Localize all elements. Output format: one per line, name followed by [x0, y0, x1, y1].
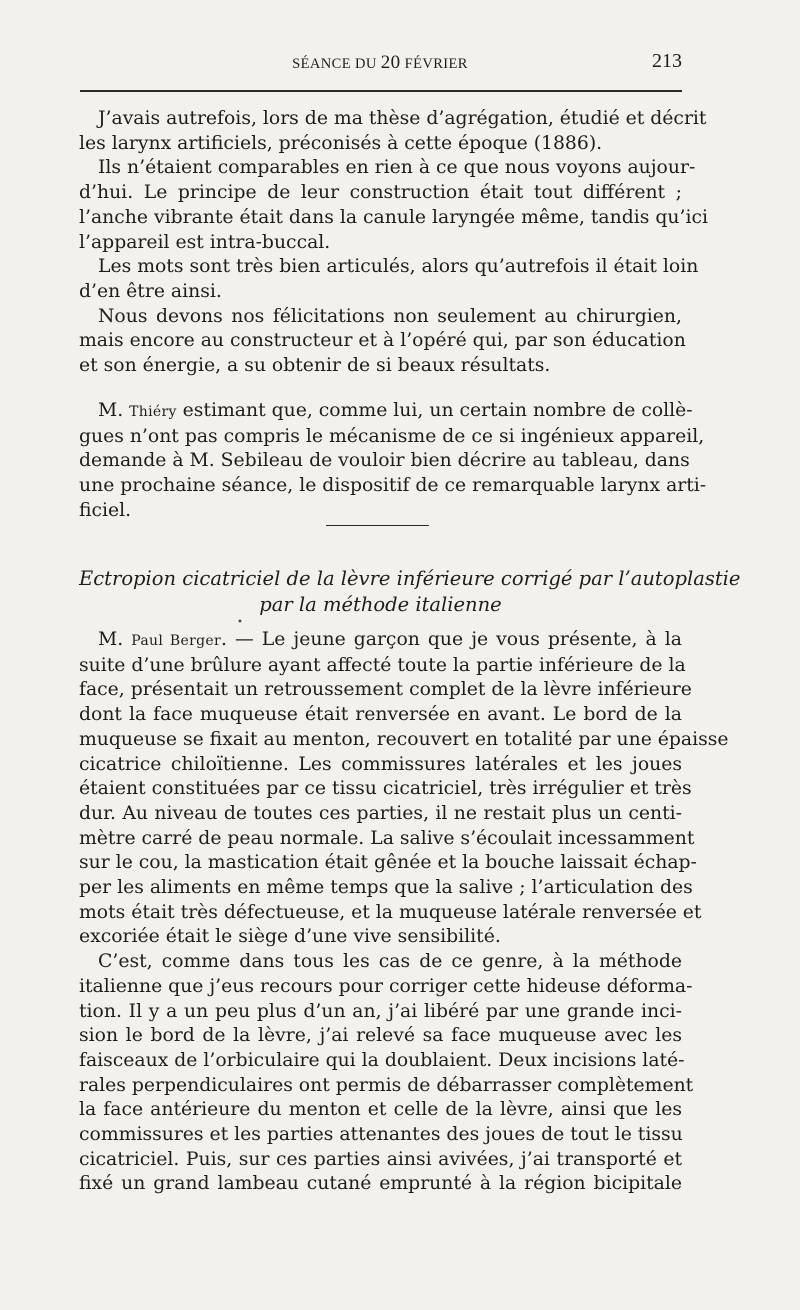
- text-line: faisceaux de l’orbiculaire qui la doublaient. Deux incisions laté-: [79, 1049, 685, 1071]
- text-line: dur. Au niveau de toutes ces parties, il ne restait plus un centi-: [79, 802, 682, 824]
- text-line: face, présentait un retroussement complet de la lèvre inférieure: [79, 679, 692, 701]
- section-separator: [326, 525, 429, 526]
- text-line: l’anche vibrante était dans la canule laryngée même, tandis qu’ici: [79, 206, 708, 228]
- text-line: mais encore au constructeur et à l’opéré qui, par son éducation: [79, 330, 686, 352]
- text-line: muqueuse se fixait au menton, recouvert en totalité par une épaisse: [79, 728, 729, 750]
- text-line: italienne que j’eus recours pour corriger cette hideuse déforma-: [79, 975, 693, 997]
- print-speck: •: [237, 617, 243, 628]
- text-line: cicatriciel. Puis, sur ces parties ainsi avivées, j’ai transporté et: [79, 1148, 682, 1170]
- speaker-prefix: M.: [98, 629, 132, 650]
- text-line: commissures et les parties attenantes des joues de tout le tissu: [79, 1124, 683, 1146]
- text-line: suite d’une brûlure ayant affecté toute la partie inférieure de la: [79, 654, 686, 676]
- text-line: per les aliments en même temps que la salive ; l’articulation des: [79, 877, 693, 899]
- header-rule: [80, 90, 682, 92]
- running-head-month: FÉVRIER: [400, 56, 468, 72]
- speaker-name: Paul Berger: [131, 633, 221, 649]
- speaker-prefix: M.: [98, 400, 130, 421]
- text-line: la face antérieure du menton et celle de la lèvre, ainsi que les: [79, 1099, 682, 1121]
- text-line: Les mots sont très bien articulés, alors qu’autrefois il était loin: [98, 256, 699, 278]
- running-head-day: 20: [380, 52, 401, 73]
- title-line: Ectropion cicatriciel de la lèvre inférieure corrigé par l’autoplastie: [79, 567, 741, 590]
- text-line: Ils n’étaient comparables en rien à ce que nous voyons aujour-: [98, 157, 696, 179]
- text-line: sur le cou, la mastication était gênée et la bouche laissait échap-: [79, 852, 697, 874]
- paragraph-previous-discussion: [79, 107, 708, 379]
- running-head-prefix: SÉANCE DU: [292, 56, 381, 72]
- text-line: [79, 399, 693, 425]
- title-line: par la méthode italienne: [259, 593, 502, 616]
- text-line: rales perpendiculaires ont permis de débarrasser complètement: [79, 1074, 694, 1096]
- text-line: mètre carré de peau normale. La salive s’écoulait incessamment: [79, 827, 695, 849]
- paragraph-thiery: [79, 399, 707, 524]
- text-line: étaient constituées par ce tissu cicatriciel, très irrégulier et très: [79, 778, 692, 800]
- text-line: tion. Il y a un peu plus d’un an, j’ai libéré par une grande inci-: [79, 1000, 682, 1022]
- text-line: C’est, comme dans tous les cas de ce genre, à la méthode: [98, 951, 682, 973]
- text-line: fixé un grand lambeau cutané emprunté à la région bicipitale: [79, 1173, 682, 1195]
- running-head: [80, 52, 680, 74]
- paragraph-berger: [79, 628, 729, 1197]
- text-line: J’avais autrefois, lors de ma thèse d’agrégation, étudié et décrit: [98, 108, 707, 129]
- text-line: d’hui. Le principe de leur construction était tout différent ;: [79, 182, 682, 204]
- page-header: [80, 52, 680, 76]
- text-line: les larynx artificiels, préconisés à cette époque (1886).: [79, 132, 603, 154]
- text-line: une prochaine séance, le dispositif de ce remarquable larynx arti-: [79, 475, 707, 497]
- text-line: l’appareil est intra-buccal.: [79, 231, 331, 253]
- text-line: gues n’ont pas compris le mécanisme de ce si ingénieux appareil,: [79, 425, 705, 447]
- text-line: cicatrice chiloïtienne. Les commissures latérales et les joues: [79, 753, 682, 775]
- text-line: demande à M. Sebileau de vouloir bien décrire au tableau, dans: [79, 450, 690, 472]
- text-line: et son énergie, a su obtenir de si beaux résultats.: [79, 355, 551, 377]
- text-line: dont la face muqueuse était renversée en avant. Le bord de la: [79, 704, 682, 726]
- speaker-text: estimant que, comme lui, un certain nombre de collè-: [176, 400, 693, 421]
- text-line: Nous devons nos félicitations non seulement au chirurgien,: [98, 305, 682, 327]
- article-title: [79, 566, 741, 618]
- speaker-name: Thiéry: [129, 404, 177, 420]
- text-line: sion le bord de la lèvre, j’ai relevé sa face muqueuse avec les: [79, 1025, 682, 1047]
- speaker-text: . — Le jeune garçon que je vous présente, à la: [220, 629, 682, 650]
- text-line: mots était très défectueuse, et la muqueuse latérale renversée et: [79, 901, 702, 923]
- page-number: 213: [652, 50, 682, 72]
- text-line: excoriée était le siège d’une vive sensibilité.: [79, 926, 501, 948]
- text-line: [79, 628, 682, 654]
- text-line: ficiel.: [79, 499, 132, 521]
- text-line: d’en être ainsi.: [79, 280, 222, 302]
